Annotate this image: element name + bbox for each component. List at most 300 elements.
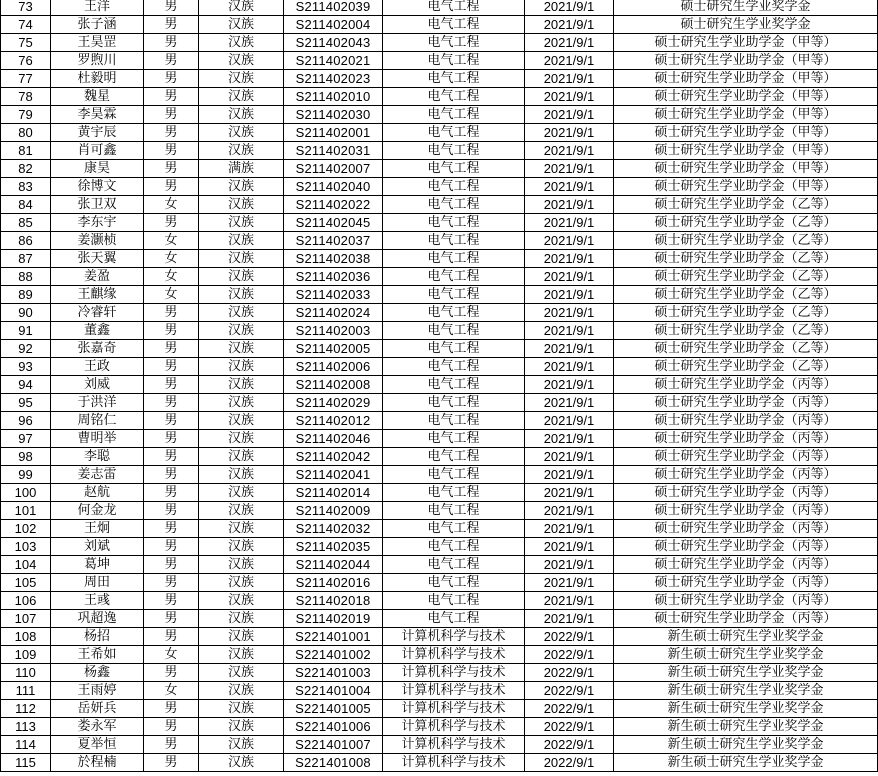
cell-gender[interactable]: 男	[144, 0, 199, 16]
cell-major[interactable]: 电气工程	[383, 376, 525, 394]
cell-gender[interactable]: 男	[144, 178, 199, 196]
cell-name[interactable]: 张卫双	[51, 196, 144, 214]
cell-award[interactable]: 硕士研究生学业助学金（甲等）	[614, 88, 878, 106]
cell-row-number[interactable]: 77	[1, 70, 51, 88]
cell-enroll-date[interactable]: 2021/9/1	[525, 16, 614, 34]
cell-ethnicity[interactable]: 汉族	[199, 268, 284, 286]
cell-gender[interactable]: 男	[144, 142, 199, 160]
cell-award[interactable]: 硕士研究生学业助学金（丙等）	[614, 610, 878, 628]
cell-award[interactable]: 新生硕士研究生学业奖学金	[614, 736, 878, 754]
cell-row-number[interactable]: 73	[1, 0, 51, 16]
cell-award[interactable]: 硕士研究生学业助学金（乙等）	[614, 196, 878, 214]
cell-name[interactable]: 於程楠	[51, 754, 144, 772]
cell-student-id[interactable]: S211402037	[284, 232, 383, 250]
cell-award[interactable]: 硕士研究生学业助学金（丙等）	[614, 556, 878, 574]
cell-gender[interactable]: 男	[144, 610, 199, 628]
cell-ethnicity[interactable]: 汉族	[199, 178, 284, 196]
cell-enroll-date[interactable]: 2021/9/1	[525, 430, 614, 448]
cell-major[interactable]: 计算机科学与技术	[383, 646, 525, 664]
cell-name[interactable]: 王洋	[51, 0, 144, 16]
cell-gender[interactable]: 男	[144, 52, 199, 70]
cell-ethnicity[interactable]: 汉族	[199, 142, 284, 160]
cell-enroll-date[interactable]: 2021/9/1	[525, 250, 614, 268]
cell-student-id[interactable]: S211402046	[284, 430, 383, 448]
cell-enroll-date[interactable]: 2021/9/1	[525, 556, 614, 574]
cell-major[interactable]: 电气工程	[383, 232, 525, 250]
cell-ethnicity[interactable]: 汉族	[199, 718, 284, 736]
cell-award[interactable]: 新生硕士研究生学业奖学金	[614, 664, 878, 682]
cell-row-number[interactable]: 109	[1, 646, 51, 664]
cell-major[interactable]: 电气工程	[383, 448, 525, 466]
cell-gender[interactable]: 男	[144, 394, 199, 412]
cell-row-number[interactable]: 111	[1, 682, 51, 700]
cell-enroll-date[interactable]: 2022/9/1	[525, 682, 614, 700]
cell-student-id[interactable]: S221401006	[284, 718, 383, 736]
cell-enroll-date[interactable]: 2021/9/1	[525, 538, 614, 556]
cell-row-number[interactable]: 83	[1, 178, 51, 196]
cell-major[interactable]: 电气工程	[383, 286, 525, 304]
cell-name[interactable]: 冷睿轩	[51, 304, 144, 322]
cell-award[interactable]: 硕士研究生学业助学金（丙等）	[614, 448, 878, 466]
cell-award[interactable]: 硕士研究生学业助学金（乙等）	[614, 268, 878, 286]
cell-row-number[interactable]: 115	[1, 754, 51, 772]
cell-student-id[interactable]: S211402021	[284, 52, 383, 70]
cell-major[interactable]: 电气工程	[383, 484, 525, 502]
cell-ethnicity[interactable]: 汉族	[199, 430, 284, 448]
cell-student-id[interactable]: S211402030	[284, 106, 383, 124]
cell-award[interactable]: 硕士研究生学业助学金（丙等）	[614, 430, 878, 448]
cell-enroll-date[interactable]: 2022/9/1	[525, 754, 614, 772]
cell-ethnicity[interactable]: 汉族	[199, 556, 284, 574]
cell-ethnicity[interactable]: 汉族	[199, 376, 284, 394]
cell-enroll-date[interactable]: 2021/9/1	[525, 484, 614, 502]
cell-ethnicity[interactable]: 汉族	[199, 682, 284, 700]
cell-major[interactable]: 电气工程	[383, 340, 525, 358]
cell-enroll-date[interactable]: 2022/9/1	[525, 700, 614, 718]
cell-name[interactable]: 巩超逸	[51, 610, 144, 628]
cell-ethnicity[interactable]: 汉族	[199, 394, 284, 412]
cell-gender[interactable]: 男	[144, 520, 199, 538]
cell-name[interactable]: 李东宇	[51, 214, 144, 232]
cell-row-number[interactable]: 104	[1, 556, 51, 574]
cell-row-number[interactable]: 82	[1, 160, 51, 178]
cell-student-id[interactable]: S211402039	[284, 0, 383, 16]
cell-gender[interactable]: 男	[144, 304, 199, 322]
cell-name[interactable]: 王政	[51, 358, 144, 376]
cell-gender[interactable]: 男	[144, 124, 199, 142]
cell-ethnicity[interactable]: 汉族	[199, 484, 284, 502]
cell-enroll-date[interactable]: 2021/9/1	[525, 214, 614, 232]
cell-row-number[interactable]: 106	[1, 592, 51, 610]
cell-gender[interactable]: 女	[144, 286, 199, 304]
cell-student-id[interactable]: S211402041	[284, 466, 383, 484]
cell-name[interactable]: 王麒缘	[51, 286, 144, 304]
cell-student-id[interactable]: S211402032	[284, 520, 383, 538]
cell-award[interactable]: 硕士研究生学业助学金（丙等）	[614, 574, 878, 592]
cell-ethnicity[interactable]: 汉族	[199, 340, 284, 358]
cell-award[interactable]: 硕士研究生学业助学金（丙等）	[614, 538, 878, 556]
cell-row-number[interactable]: 93	[1, 358, 51, 376]
cell-gender[interactable]: 男	[144, 106, 199, 124]
cell-student-id[interactable]: S211402019	[284, 610, 383, 628]
cell-gender[interactable]: 男	[144, 214, 199, 232]
cell-student-id[interactable]: S211402022	[284, 196, 383, 214]
cell-student-id[interactable]: S211402035	[284, 538, 383, 556]
cell-name[interactable]: 姜志雷	[51, 466, 144, 484]
cell-major[interactable]: 计算机科学与技术	[383, 700, 525, 718]
cell-student-id[interactable]: S221401008	[284, 754, 383, 772]
cell-name[interactable]: 李聪	[51, 448, 144, 466]
cell-gender[interactable]: 男	[144, 322, 199, 340]
cell-student-id[interactable]: S211402009	[284, 502, 383, 520]
cell-ethnicity[interactable]: 汉族	[199, 754, 284, 772]
cell-student-id[interactable]: S221401003	[284, 664, 383, 682]
cell-ethnicity[interactable]: 汉族	[199, 412, 284, 430]
cell-enroll-date[interactable]: 2021/9/1	[525, 52, 614, 70]
cell-name[interactable]: 曹明举	[51, 430, 144, 448]
cell-gender[interactable]: 男	[144, 466, 199, 484]
cell-enroll-date[interactable]: 2021/9/1	[525, 160, 614, 178]
cell-row-number[interactable]: 91	[1, 322, 51, 340]
cell-name[interactable]: 岳妍兵	[51, 700, 144, 718]
cell-student-id[interactable]: S211402007	[284, 160, 383, 178]
cell-student-id[interactable]: S221401001	[284, 628, 383, 646]
cell-name[interactable]: 张天翼	[51, 250, 144, 268]
cell-gender[interactable]: 女	[144, 232, 199, 250]
cell-ethnicity[interactable]: 汉族	[199, 16, 284, 34]
cell-ethnicity[interactable]: 汉族	[199, 124, 284, 142]
cell-enroll-date[interactable]: 2021/9/1	[525, 196, 614, 214]
cell-major[interactable]: 计算机科学与技术	[383, 736, 525, 754]
cell-ethnicity[interactable]: 汉族	[199, 520, 284, 538]
cell-enroll-date[interactable]: 2021/9/1	[525, 448, 614, 466]
cell-student-id[interactable]: S211402008	[284, 376, 383, 394]
cell-major[interactable]: 电气工程	[383, 610, 525, 628]
cell-award[interactable]: 硕士研究生学业助学金（甲等）	[614, 142, 878, 160]
cell-major[interactable]: 计算机科学与技术	[383, 754, 525, 772]
cell-enroll-date[interactable]: 2021/9/1	[525, 520, 614, 538]
cell-enroll-date[interactable]: 2022/9/1	[525, 736, 614, 754]
cell-ethnicity[interactable]: 汉族	[199, 196, 284, 214]
cell-row-number[interactable]: 80	[1, 124, 51, 142]
cell-name[interactable]: 葛坤	[51, 556, 144, 574]
cell-award[interactable]: 硕士研究生学业助学金（丙等）	[614, 520, 878, 538]
cell-row-number[interactable]: 102	[1, 520, 51, 538]
cell-enroll-date[interactable]: 2021/9/1	[525, 358, 614, 376]
cell-award[interactable]: 新生硕士研究生学业奖学金	[614, 700, 878, 718]
cell-enroll-date[interactable]: 2021/9/1	[525, 268, 614, 286]
cell-row-number[interactable]: 75	[1, 34, 51, 52]
cell-name[interactable]: 张子涵	[51, 16, 144, 34]
cell-student-id[interactable]: S211402036	[284, 268, 383, 286]
cell-enroll-date[interactable]: 2021/9/1	[525, 412, 614, 430]
cell-enroll-date[interactable]: 2021/9/1	[525, 610, 614, 628]
cell-enroll-date[interactable]: 2022/9/1	[525, 718, 614, 736]
cell-award[interactable]: 新生硕士研究生学业奖学金	[614, 628, 878, 646]
cell-major[interactable]: 电气工程	[383, 106, 525, 124]
cell-ethnicity[interactable]: 汉族	[199, 592, 284, 610]
cell-student-id[interactable]: S211402033	[284, 286, 383, 304]
cell-award[interactable]: 硕士研究生学业助学金（丙等）	[614, 484, 878, 502]
cell-name[interactable]: 肖可鑫	[51, 142, 144, 160]
cell-award[interactable]: 硕士研究生学业助学金（丙等）	[614, 502, 878, 520]
cell-name[interactable]: 姜盈	[51, 268, 144, 286]
cell-gender[interactable]: 男	[144, 628, 199, 646]
cell-row-number[interactable]: 89	[1, 286, 51, 304]
cell-student-id[interactable]: S211402023	[284, 70, 383, 88]
cell-gender[interactable]: 男	[144, 376, 199, 394]
cell-ethnicity[interactable]: 汉族	[199, 736, 284, 754]
cell-student-id[interactable]: S211402003	[284, 322, 383, 340]
cell-major[interactable]: 电气工程	[383, 88, 525, 106]
cell-row-number[interactable]: 99	[1, 466, 51, 484]
cell-enroll-date[interactable]: 2021/9/1	[525, 88, 614, 106]
cell-row-number[interactable]: 97	[1, 430, 51, 448]
cell-award[interactable]: 硕士研究生学业奖学金	[614, 0, 878, 16]
cell-row-number[interactable]: 103	[1, 538, 51, 556]
cell-gender[interactable]: 男	[144, 736, 199, 754]
cell-enroll-date[interactable]: 2022/9/1	[525, 646, 614, 664]
cell-award[interactable]: 新生硕士研究生学业奖学金	[614, 646, 878, 664]
cell-row-number[interactable]: 81	[1, 142, 51, 160]
cell-ethnicity[interactable]: 汉族	[199, 466, 284, 484]
cell-ethnicity[interactable]: 汉族	[199, 0, 284, 16]
cell-student-id[interactable]: S211402012	[284, 412, 383, 430]
cell-name[interactable]: 黄宇辰	[51, 124, 144, 142]
cell-enroll-date[interactable]: 2021/9/1	[525, 592, 614, 610]
cell-ethnicity[interactable]: 汉族	[199, 628, 284, 646]
cell-award[interactable]: 硕士研究生学业奖学金	[614, 16, 878, 34]
cell-award[interactable]: 硕士研究生学业助学金（甲等）	[614, 124, 878, 142]
cell-enroll-date[interactable]: 2021/9/1	[525, 304, 614, 322]
cell-student-id[interactable]: S221401002	[284, 646, 383, 664]
cell-major[interactable]: 电气工程	[383, 574, 525, 592]
cell-student-id[interactable]: S211402038	[284, 250, 383, 268]
cell-enroll-date[interactable]: 2021/9/1	[525, 394, 614, 412]
cell-gender[interactable]: 男	[144, 160, 199, 178]
cell-gender[interactable]: 女	[144, 268, 199, 286]
cell-name[interactable]: 何金龙	[51, 502, 144, 520]
cell-gender[interactable]: 女	[144, 196, 199, 214]
cell-student-id[interactable]: S211402029	[284, 394, 383, 412]
cell-gender[interactable]: 男	[144, 574, 199, 592]
cell-award[interactable]: 硕士研究生学业助学金（乙等）	[614, 322, 878, 340]
cell-gender[interactable]: 男	[144, 502, 199, 520]
cell-ethnicity[interactable]: 汉族	[199, 232, 284, 250]
cell-row-number[interactable]: 112	[1, 700, 51, 718]
cell-gender[interactable]: 男	[144, 556, 199, 574]
cell-enroll-date[interactable]: 2021/9/1	[525, 574, 614, 592]
cell-enroll-date[interactable]: 2022/9/1	[525, 628, 614, 646]
cell-major[interactable]: 计算机科学与技术	[383, 664, 525, 682]
cell-major[interactable]: 计算机科学与技术	[383, 628, 525, 646]
cell-major[interactable]: 电气工程	[383, 394, 525, 412]
cell-ethnicity[interactable]: 汉族	[199, 70, 284, 88]
cell-major[interactable]: 电气工程	[383, 70, 525, 88]
cell-name[interactable]: 张嘉奇	[51, 340, 144, 358]
cell-name[interactable]: 李昊霖	[51, 106, 144, 124]
cell-gender[interactable]: 女	[144, 646, 199, 664]
cell-student-id[interactable]: S211402018	[284, 592, 383, 610]
cell-gender[interactable]: 男	[144, 700, 199, 718]
cell-student-id[interactable]: S211402024	[284, 304, 383, 322]
cell-gender[interactable]: 男	[144, 16, 199, 34]
cell-student-id[interactable]: S211402031	[284, 142, 383, 160]
cell-major[interactable]: 电气工程	[383, 0, 525, 16]
cell-award[interactable]: 硕士研究生学业助学金（甲等）	[614, 70, 878, 88]
cell-award[interactable]: 硕士研究生学业助学金（乙等）	[614, 232, 878, 250]
cell-ethnicity[interactable]: 汉族	[199, 214, 284, 232]
cell-name[interactable]: 杨招	[51, 628, 144, 646]
cell-enroll-date[interactable]: 2021/9/1	[525, 502, 614, 520]
cell-ethnicity[interactable]: 汉族	[199, 646, 284, 664]
cell-row-number[interactable]: 107	[1, 610, 51, 628]
cell-name[interactable]: 娄永军	[51, 718, 144, 736]
cell-award[interactable]: 硕士研究生学业助学金（乙等）	[614, 304, 878, 322]
cell-name[interactable]: 董鑫	[51, 322, 144, 340]
cell-award[interactable]: 硕士研究生学业助学金（乙等）	[614, 250, 878, 268]
cell-row-number[interactable]: 84	[1, 196, 51, 214]
cell-row-number[interactable]: 113	[1, 718, 51, 736]
cell-award[interactable]: 硕士研究生学业助学金（丙等）	[614, 394, 878, 412]
cell-row-number[interactable]: 95	[1, 394, 51, 412]
cell-major[interactable]: 电气工程	[383, 214, 525, 232]
cell-ethnicity[interactable]: 汉族	[199, 700, 284, 718]
cell-row-number[interactable]: 98	[1, 448, 51, 466]
cell-name[interactable]: 赵航	[51, 484, 144, 502]
cell-major[interactable]: 电气工程	[383, 178, 525, 196]
cell-award[interactable]: 新生硕士研究生学业奖学金	[614, 682, 878, 700]
cell-row-number[interactable]: 105	[1, 574, 51, 592]
cell-enroll-date[interactable]: 2021/9/1	[525, 106, 614, 124]
cell-row-number[interactable]: 114	[1, 736, 51, 754]
cell-ethnicity[interactable]: 汉族	[199, 34, 284, 52]
cell-gender[interactable]: 男	[144, 448, 199, 466]
cell-enroll-date[interactable]: 2021/9/1	[525, 322, 614, 340]
cell-enroll-date[interactable]: 2021/9/1	[525, 286, 614, 304]
cell-gender[interactable]: 男	[144, 484, 199, 502]
cell-enroll-date[interactable]: 2021/9/1	[525, 0, 614, 16]
cell-ethnicity[interactable]: 汉族	[199, 574, 284, 592]
cell-gender[interactable]: 男	[144, 664, 199, 682]
cell-student-id[interactable]: S211402006	[284, 358, 383, 376]
cell-row-number[interactable]: 78	[1, 88, 51, 106]
cell-award[interactable]: 硕士研究生学业助学金（丙等）	[614, 412, 878, 430]
cell-student-id[interactable]: S211402014	[284, 484, 383, 502]
cell-award[interactable]: 硕士研究生学业助学金（乙等）	[614, 286, 878, 304]
cell-gender[interactable]: 男	[144, 538, 199, 556]
cell-award[interactable]: 硕士研究生学业助学金（甲等）	[614, 106, 878, 124]
cell-gender[interactable]: 男	[144, 34, 199, 52]
cell-enroll-date[interactable]: 2021/9/1	[525, 34, 614, 52]
cell-major[interactable]: 电气工程	[383, 250, 525, 268]
cell-enroll-date[interactable]: 2021/9/1	[525, 178, 614, 196]
cell-ethnicity[interactable]: 汉族	[199, 448, 284, 466]
cell-name[interactable]: 罗煦川	[51, 52, 144, 70]
cell-award[interactable]: 新生硕士研究生学业奖学金	[614, 754, 878, 772]
cell-ethnicity[interactable]: 汉族	[199, 664, 284, 682]
cell-major[interactable]: 电气工程	[383, 142, 525, 160]
cell-gender[interactable]: 男	[144, 340, 199, 358]
cell-ethnicity[interactable]: 汉族	[199, 52, 284, 70]
cell-major[interactable]: 计算机科学与技术	[383, 682, 525, 700]
cell-student-id[interactable]: S211402016	[284, 574, 383, 592]
cell-ethnicity[interactable]: 汉族	[199, 106, 284, 124]
cell-major[interactable]: 电气工程	[383, 466, 525, 484]
cell-row-number[interactable]: 94	[1, 376, 51, 394]
cell-name[interactable]: 王雨婷	[51, 682, 144, 700]
cell-ethnicity[interactable]: 汉族	[199, 610, 284, 628]
cell-student-id[interactable]: S211402042	[284, 448, 383, 466]
cell-award[interactable]: 硕士研究生学业助学金（丙等）	[614, 466, 878, 484]
cell-ethnicity[interactable]: 汉族	[199, 322, 284, 340]
cell-award[interactable]: 硕士研究生学业助学金（乙等）	[614, 340, 878, 358]
cell-ethnicity[interactable]: 汉族	[199, 304, 284, 322]
cell-ethnicity[interactable]: 汉族	[199, 250, 284, 268]
cell-row-number[interactable]: 87	[1, 250, 51, 268]
cell-gender[interactable]: 男	[144, 70, 199, 88]
cell-row-number[interactable]: 108	[1, 628, 51, 646]
cell-major[interactable]: 电气工程	[383, 538, 525, 556]
cell-enroll-date[interactable]: 2021/9/1	[525, 142, 614, 160]
cell-award[interactable]: 新生硕士研究生学业奖学金	[614, 718, 878, 736]
cell-award[interactable]: 硕士研究生学业助学金（乙等）	[614, 358, 878, 376]
cell-gender[interactable]: 男	[144, 754, 199, 772]
cell-name[interactable]: 徐博文	[51, 178, 144, 196]
cell-student-id[interactable]: S221401005	[284, 700, 383, 718]
cell-row-number[interactable]: 96	[1, 412, 51, 430]
cell-gender[interactable]: 女	[144, 682, 199, 700]
cell-row-number[interactable]: 92	[1, 340, 51, 358]
cell-name[interactable]: 姜灏桢	[51, 232, 144, 250]
cell-row-number[interactable]: 110	[1, 664, 51, 682]
cell-major[interactable]: 电气工程	[383, 160, 525, 178]
cell-name[interactable]: 王彧	[51, 592, 144, 610]
cell-name[interactable]: 王炯	[51, 520, 144, 538]
cell-name[interactable]: 王昊罡	[51, 34, 144, 52]
cell-name[interactable]: 于洪洋	[51, 394, 144, 412]
cell-name[interactable]: 周田	[51, 574, 144, 592]
cell-major[interactable]: 电气工程	[383, 502, 525, 520]
cell-row-number[interactable]: 100	[1, 484, 51, 502]
cell-award[interactable]: 硕士研究生学业助学金（甲等）	[614, 52, 878, 70]
cell-ethnicity[interactable]: 汉族	[199, 88, 284, 106]
cell-gender[interactable]: 男	[144, 592, 199, 610]
cell-student-id[interactable]: S211402044	[284, 556, 383, 574]
cell-enroll-date[interactable]: 2021/9/1	[525, 70, 614, 88]
cell-student-id[interactable]: S211402005	[284, 340, 383, 358]
cell-name[interactable]: 康昊	[51, 160, 144, 178]
cell-gender[interactable]: 男	[144, 88, 199, 106]
cell-row-number[interactable]: 79	[1, 106, 51, 124]
cell-gender[interactable]: 男	[144, 718, 199, 736]
cell-student-id[interactable]: S221401007	[284, 736, 383, 754]
cell-row-number[interactable]: 101	[1, 502, 51, 520]
cell-award[interactable]: 硕士研究生学业助学金（丙等）	[614, 592, 878, 610]
cell-major[interactable]: 电气工程	[383, 34, 525, 52]
cell-name[interactable]: 魏星	[51, 88, 144, 106]
cell-name[interactable]: 夏举恒	[51, 736, 144, 754]
cell-student-id[interactable]: S211402045	[284, 214, 383, 232]
cell-enroll-date[interactable]: 2021/9/1	[525, 340, 614, 358]
cell-name[interactable]: 王希如	[51, 646, 144, 664]
cell-student-id[interactable]: S221401004	[284, 682, 383, 700]
cell-name[interactable]: 杨鑫	[51, 664, 144, 682]
cell-major[interactable]: 计算机科学与技术	[383, 718, 525, 736]
cell-gender[interactable]: 男	[144, 412, 199, 430]
cell-enroll-date[interactable]: 2021/9/1	[525, 232, 614, 250]
cell-row-number[interactable]: 76	[1, 52, 51, 70]
